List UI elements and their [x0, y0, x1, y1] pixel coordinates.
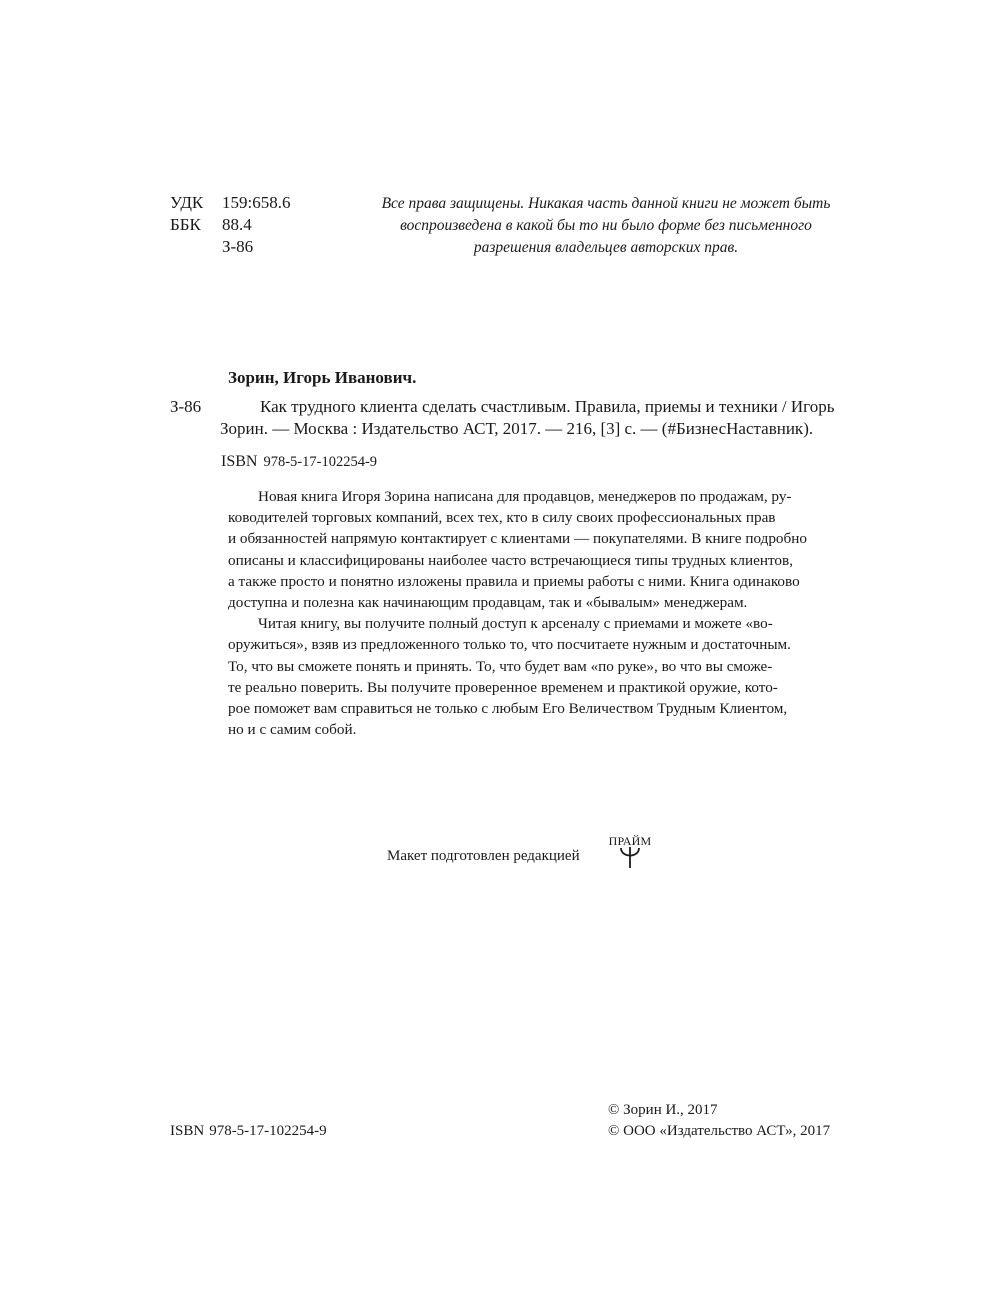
- isbn-bottom: [170, 1121, 327, 1141]
- rights-line: воспроизведена в какой бы то ни было форме без письменного: [400, 217, 812, 234]
- bib-line: Зорин. — Москва : Издательство АСТ, 2017. — 216, [3] с. — (#БизнесНаставник).: [220, 419, 814, 438]
- copyright-publisher: © ООО «Издательство АСТ», 2017: [608, 1123, 831, 1139]
- index-code: З-86: [170, 397, 202, 416]
- udk-row: [170, 192, 290, 214]
- annotation-line: Читая книгу, вы получите полный доступ к арсеналу с приемами и можете «во-: [258, 615, 773, 633]
- makeup-note: Макет подготовлен редакцией: [387, 848, 580, 864]
- prime-psi-logo-icon: [605, 834, 655, 870]
- annotation-line: То, что вы сможете понять и принять. То, что будет вам «по руке», во что вы сможе-: [228, 657, 773, 675]
- isbn-top: [221, 452, 377, 472]
- annotation-line: оружиться», взяв из предложенного только то, что посчитаете нужным и достаточным.: [228, 636, 791, 654]
- isbn-top-number: 978-5-17-102254-9: [263, 454, 378, 470]
- annotation-line: и обязанностей напрямую контактирует с клиентами — покупателями. В книге подробно: [228, 530, 807, 548]
- annotation-line: описаны и классифицированы наиболее часто встречающиеся типы трудных клиентов,: [228, 551, 793, 569]
- annotation: [228, 486, 847, 740]
- annotation-line: ководителей торговых компаний, всех тех, кто в силу своих профессиональных прав: [228, 509, 776, 527]
- rights-line: Все права защищены. Никакая часть данной книги не может быть: [381, 195, 831, 212]
- annotation-line: доступна и полезна как начинающим продавцам, так и «бывалым» менеджерам.: [228, 594, 748, 612]
- bbk-value: 88.4: [222, 215, 252, 234]
- annotation-line: рое поможет вам справиться не только с любым Его Величеством Трудным Клиентом,: [228, 700, 788, 718]
- isbn-top-label: ISBN: [221, 453, 258, 470]
- publisher-logo: [605, 834, 655, 870]
- bibliographic-description: [220, 396, 847, 440]
- bib-line: Как трудного клиента сделать счастливым. Правила, приемы и техники / Игорь: [260, 397, 835, 416]
- bbk-row: [170, 214, 252, 236]
- copyright-author: © Зорин И., 2017: [608, 1102, 718, 1118]
- isbn-bottom-number: 978-5-17-102254-9: [209, 1123, 327, 1139]
- udk-value: 159:658.6: [222, 193, 291, 212]
- annotation-line: Новая книга Игоря Зорина написана для продавцов, менеджеров по продажам, ру-: [258, 488, 792, 505]
- author-mark-row: [170, 236, 253, 258]
- annotation-line: но и с самим собой.: [228, 721, 357, 739]
- annotation-line: те реально поверить. Вы получите проверенное временем и практикой оружие, кото-: [228, 678, 778, 696]
- author-mark: З-86: [222, 237, 254, 256]
- isbn-bottom-label: ISBN: [170, 1123, 205, 1139]
- rights-notice: [365, 193, 847, 259]
- publisher-logo-text: ПРАЙМ: [608, 834, 652, 848]
- udk-label: УДК: [170, 193, 204, 212]
- rights-line: разрешения владельцев авторских прав.: [473, 239, 739, 256]
- author-heading: Зорин, Игорь Иванович.: [228, 368, 417, 387]
- bbk-label: ББК: [170, 215, 201, 234]
- annotation-line: а также просто и понятно изложены правила и приемы работы с ними. Книга одинаково: [228, 572, 800, 590]
